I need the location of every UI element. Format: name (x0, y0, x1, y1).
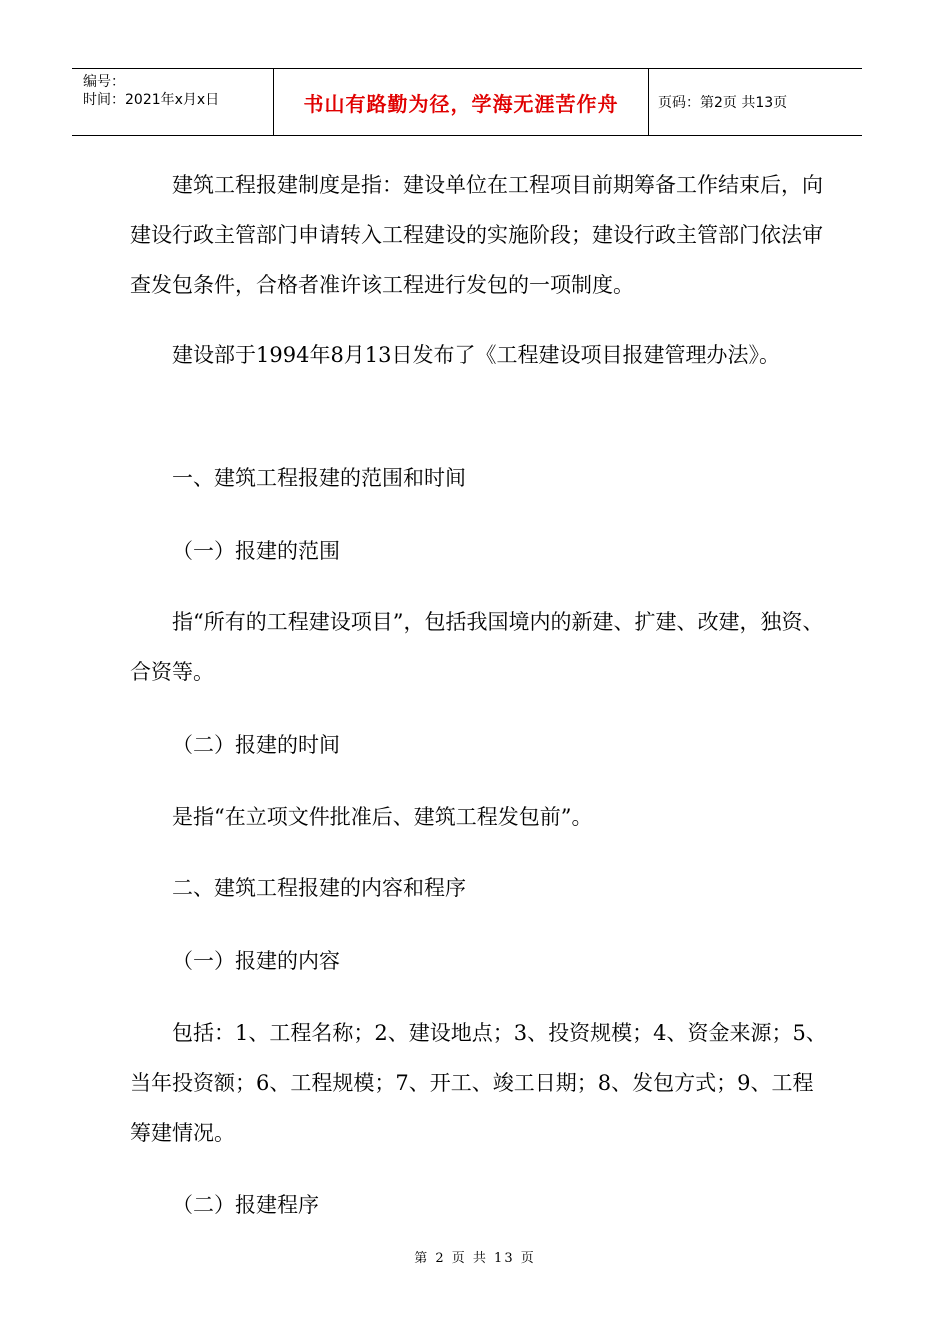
number-label: 编号： (83, 74, 125, 90)
motto-text: 书山有路勤为径，学海无涯苦作舟 (303, 91, 619, 116)
paragraph-scope: 指“所有的工程建设项目”，包括我国境内的新建、扩建、改建，独资、合资等。 (130, 610, 824, 684)
paragraph-definition: 建筑工程报建制度是指：建设单位在工程项目前期筹备工作结束后，向建设行政主管部门申请转入工程建设的实施阶段；建设行政主管部门依法审查发包条件，合格者准许该工程进行发包的一项制度。 (130, 173, 823, 297)
header-motto-cell (273, 69, 649, 135)
header-page-cell (648, 69, 862, 135)
subsection-heading-content: （一）报建的内容 (172, 949, 340, 973)
section-heading-2: 二、建筑工程报建的内容和程序 (172, 876, 466, 900)
subsection-heading-scope: （一）报建的范围 (172, 539, 340, 563)
paragraph-time: 是指“在立项文件批准后、建筑工程发包前”。 (172, 805, 593, 829)
paragraph-content-items: 包括：1、工程名称；2、建设地点；3、投资规模；4、资金来源；5、当年投资额；6、工程规模；7、开工、竣工日期；8、发包方式；9、工程筹建情况。 (130, 1021, 827, 1145)
section-heading-1: 一、建筑工程报建的范围和时间 (172, 466, 466, 490)
subsection-heading-procedure: （二）报建程序 (172, 1193, 319, 1217)
subsection-heading-time: （二）报建的时间 (172, 733, 340, 757)
page-header (72, 68, 862, 136)
paragraph-regulation: 建设部于1994年8月13日发布了《工程建设项目报建管理办法》。 (172, 343, 781, 367)
time-label: 时间：2021年x月x日 (83, 92, 220, 108)
page-footer: 第 2 页 共 13 页 (414, 1251, 536, 1266)
header-meta (72, 69, 272, 135)
page-label: 页码：第2页 共13页 (658, 95, 788, 111)
